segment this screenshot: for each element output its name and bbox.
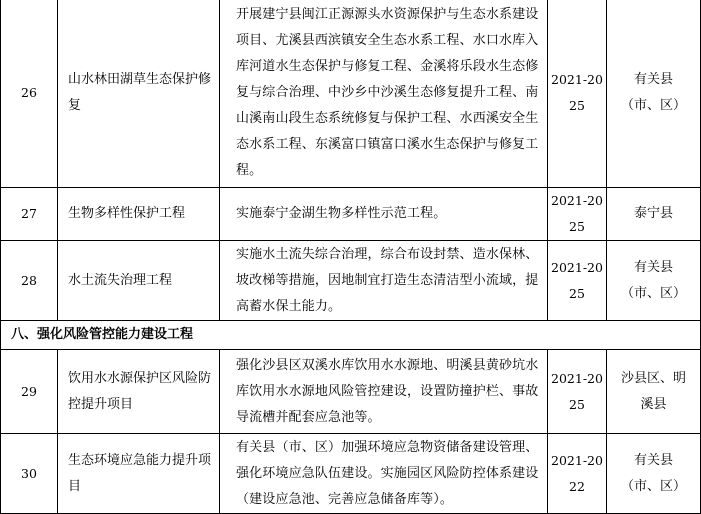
row-number: 29 — [1, 350, 58, 434]
project-name: 生物多样性保护工程 — [58, 188, 220, 241]
project-region: 沙县区、明溪县 — [607, 350, 701, 434]
project-content: 有关县（市、区）加强环境应急物资储备建设管理、强化环境应急队伍建设。实施园区风险防控体系建设（建设应急池、完善应急储备库等）。 — [220, 434, 548, 514]
project-period: 2021-2025 — [548, 241, 607, 321]
project-name: 生态环境应急能力提升项目 — [58, 434, 220, 514]
project-region: 有关县（市、区） — [607, 434, 701, 514]
table-row — [1, 241, 701, 321]
project-content: 强化沙县区双溪水库饮用水水源地、明溪县黄砂坑水库饮用水水源地风险管控建设，设置防撞护栏、事故导流槽并配套应急池等。 — [220, 350, 548, 434]
project-content: 开展建宁县闽江正源源头水资源保护与生态水系建设项目、尤溪县西滨镇安全生态水系工程、水口水库入库河道水生态保护与修复工程、金溪将乐段水生态修复与综合治理、中沙乡中沙溪生态修复提升工程、南山溪南山段生态系统修复与保护工程、水西溪安全生态水系工程、东溪富口镇富口溪水生态保护与修复工程。 — [220, 0, 548, 188]
project-period: 2021-2022 — [548, 434, 607, 514]
row-number: 28 — [1, 241, 58, 321]
table-row — [1, 188, 701, 241]
table-row — [1, 350, 701, 434]
project-period: 2021-2025 — [548, 350, 607, 434]
project-content: 实施泰宁金湖生物多样性示范工程。 — [220, 188, 548, 241]
project-period: 2021-2025 — [548, 0, 607, 188]
section-title: 八、强化风险管控能力建设工程 — [1, 321, 701, 350]
table-row — [1, 0, 701, 188]
section-row — [1, 321, 701, 350]
project-region: 有关县（市、区） — [607, 241, 701, 321]
row-number: 26 — [1, 0, 58, 188]
project-name: 水土流失治理工程 — [58, 241, 220, 321]
project-region: 有关县（市、区） — [607, 0, 701, 188]
project-name: 山水林田湖草生态保护修复 — [58, 0, 220, 188]
table-row — [1, 434, 701, 514]
project-name: 饮用水水源保护区风险防控提升项目 — [58, 350, 220, 434]
project-content: 实施水土流失综合治理，综合布设封禁、造水保林、坡改梯等措施，因地制宜打造生态清洁型小流域，提高蓄水保土能力。 — [220, 241, 548, 321]
project-period: 2021-2025 — [548, 188, 607, 241]
row-number: 27 — [1, 188, 58, 241]
project-region: 泰宁县 — [607, 188, 701, 241]
row-number: 30 — [1, 434, 58, 514]
